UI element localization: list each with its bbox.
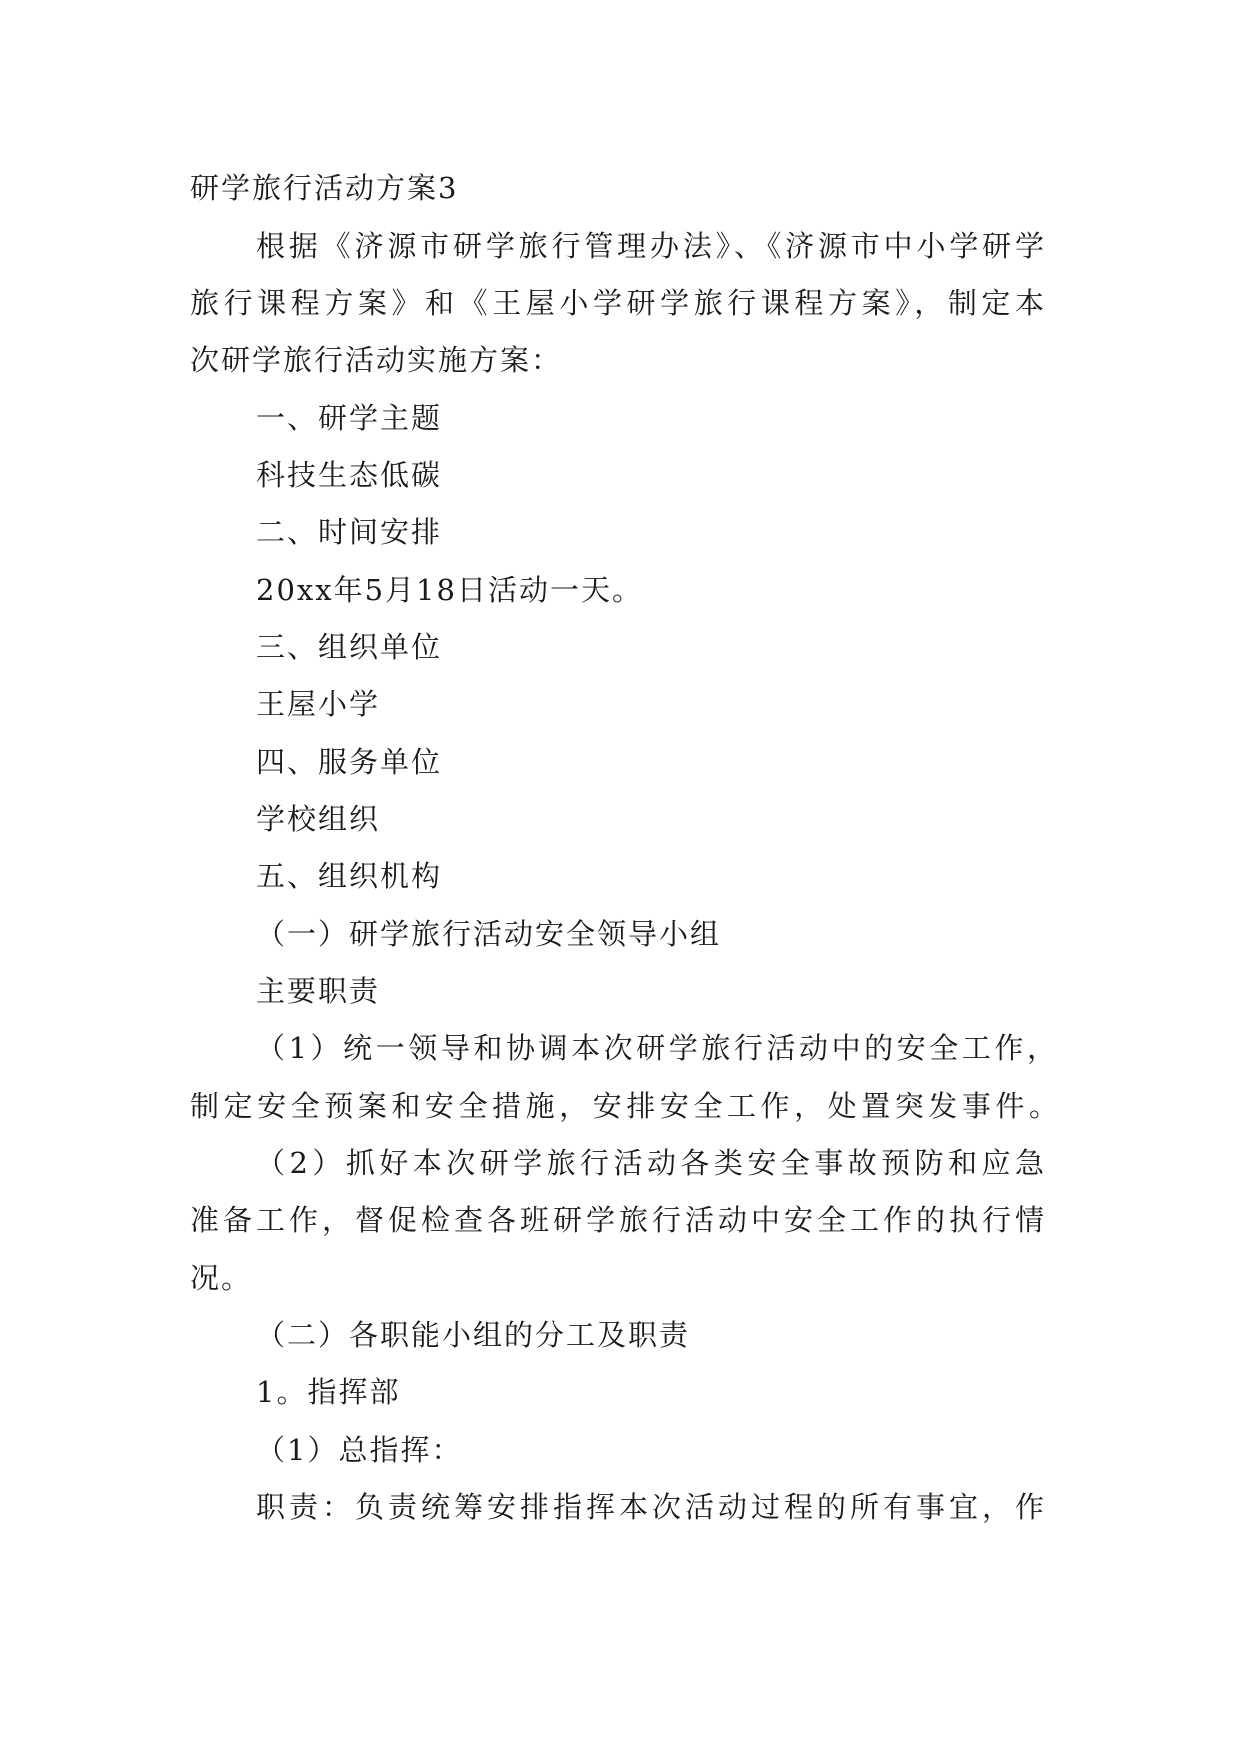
paragraph-line: 主要职责 (256, 974, 381, 1008)
section-heading: 三、组织单位 (256, 630, 443, 664)
section-heading: 一、研学主题 (256, 401, 443, 435)
section-heading: 五、组织机构 (256, 859, 443, 893)
paragraph-line: （1）统一领导和协调本次研学旅行活动中的安全工作， (256, 1031, 1056, 1065)
paragraph-line: （2）抓好本次研学旅行活动各类安全事故预防和应急 (256, 1146, 1044, 1180)
paragraph-line: 根据《济源市研学旅行管理办法》、《济源市中小学研学 (256, 229, 1044, 263)
paragraph-line: 准备工作，督促检查各班研学旅行活动中安全工作的执行情 (190, 1203, 1044, 1237)
paragraph-line: 况。 (190, 1261, 253, 1295)
paragraph-line: （1）总指挥： (256, 1433, 463, 1467)
paragraph-line: 1。指挥部 (256, 1375, 401, 1409)
paragraph-line: 20xx年5月18日活动一天。 (256, 573, 643, 607)
paragraph-line: 旅行课程方案》和《王屋小学研学旅行课程方案》，制定本 (190, 286, 1044, 320)
paragraph-line: 次研学旅行活动实施方案： (190, 343, 563, 377)
paragraph-line: 科技生态低碳 (256, 458, 443, 492)
section-heading: 二、时间安排 (256, 515, 443, 549)
section-heading: 四、服务单位 (256, 745, 443, 779)
paragraph-line: 王屋小学 (256, 687, 381, 721)
subsection-heading: （一）研学旅行活动安全领导小组 (256, 917, 722, 951)
subsection-heading: （二）各职能小组的分工及职责 (256, 1318, 691, 1352)
paragraph-line: 制定安全预案和安全措施，安排安全工作，处置突发事件。 (190, 1089, 1058, 1123)
document-title: 研学旅行活动方案3 (190, 171, 459, 205)
paragraph-line: 职责：负责统筹安排指挥本次活动过程的所有事宜，作 (256, 1490, 1044, 1524)
paragraph-line: 学校组织 (256, 802, 381, 836)
